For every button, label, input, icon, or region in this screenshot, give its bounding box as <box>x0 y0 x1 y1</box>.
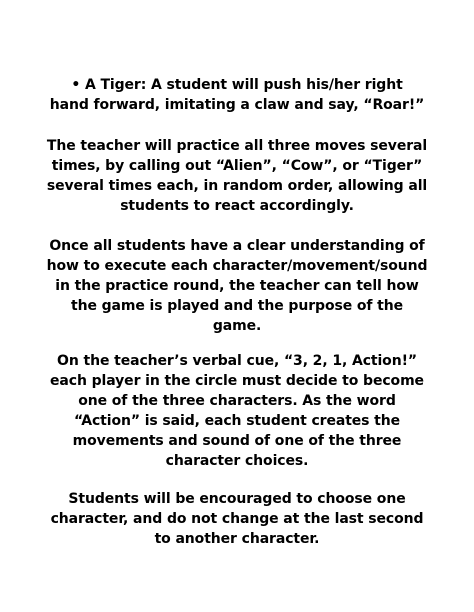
text-line: Students will be encouraged to choose one <box>68 491 406 507</box>
paragraph-choose-character <box>40 489 434 549</box>
text-line: hand forward, imitating a claw and say, “Roar!” <box>49 97 425 113</box>
text-line: The teacher will practice all three moves several <box>46 138 428 154</box>
text-line: each player in the circle must decide to become <box>50 373 424 389</box>
paragraph-explain-game <box>40 236 434 336</box>
text-line: movements and sound of one of the three <box>72 433 402 449</box>
paragraph-practice-moves <box>40 136 434 216</box>
text-line: • A Tiger: A student will push his/her right <box>71 77 403 93</box>
text-line: several times each, in random order, allowing all <box>46 178 428 194</box>
text-line: On the teacher’s verbal cue, “3, 2, 1, Action!” <box>57 353 417 369</box>
text-line: Once all students have a clear understanding of <box>49 238 425 254</box>
text-line: the game is played and the purpose of the <box>70 298 404 314</box>
text-line: students to react accordingly. <box>120 198 354 214</box>
text-line: one of the three characters. As the word <box>78 393 396 409</box>
text-line: times, by calling out “Alien”, “Cow”, or “Tiger” <box>51 158 423 174</box>
text-line: “Action” is said, each student creates the <box>73 413 401 429</box>
text-line: in the practice round, the teacher can tell how <box>55 278 419 294</box>
text-line: character choices. <box>165 453 309 469</box>
paragraph-tiger-move <box>40 75 434 115</box>
text-line: how to execute each character/movement/sound <box>46 258 428 274</box>
text-line: character, and do not change at the last second <box>50 511 424 527</box>
paragraph-verbal-cue <box>40 351 434 471</box>
text-line: to another character. <box>154 531 320 547</box>
text-line: game. <box>212 318 262 334</box>
